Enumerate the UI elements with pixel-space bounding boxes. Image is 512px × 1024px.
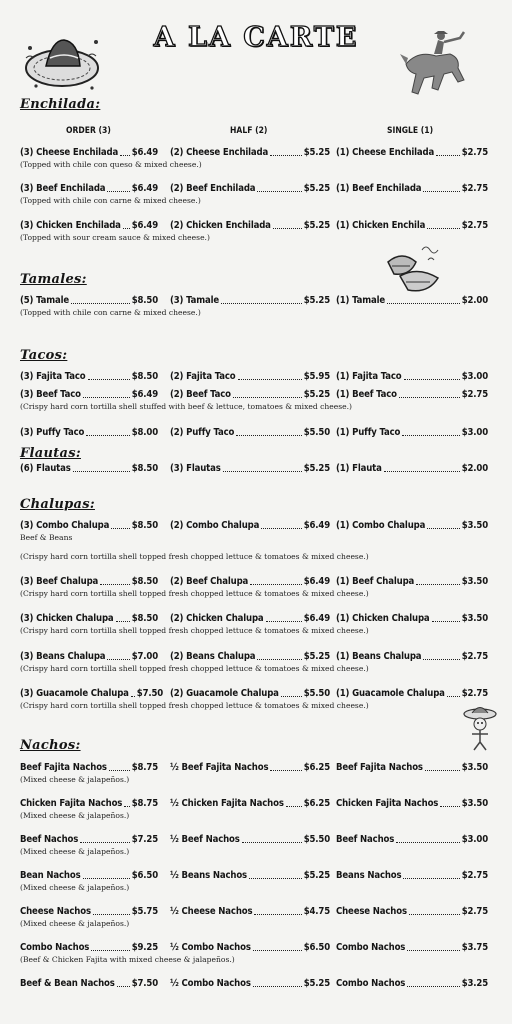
menu-item [170,906,330,917]
menu-item [336,834,488,845]
menu-item [336,870,488,881]
dot-leader [270,155,302,156]
item-price: $6.49 [131,147,158,158]
item-name: (3) Chicken Enchilada [20,220,121,231]
item-name: ½ Beans Nachos [170,870,247,881]
item-name: (1) Beans Chalupa [336,651,422,662]
item-name: Beef Fajita Nachos [336,762,423,773]
item-price: $5.25 [303,978,330,989]
dot-leader [109,770,130,771]
dot-leader [107,659,129,660]
dot-leader [409,914,460,915]
menu-item [170,220,330,231]
menu-item [336,798,488,809]
menu-item [20,834,158,845]
item-price: $6.49 [131,389,158,400]
item-price: $6.50 [303,942,330,953]
menu-row [0,942,512,954]
dot-leader [100,584,130,585]
item-name: (1) Beef Enchilada [336,183,422,194]
item-description: (Crispy hard corn tortilla shell topped fresh chopped lettuce & tomatoes & mixed cheese.) [20,589,369,598]
item-price: $3.50 [461,613,488,624]
menu-row [0,147,512,159]
item-name: ½ Combo Nachos [170,978,251,989]
menu-item [20,463,158,474]
menu-item [336,613,488,624]
menu-item [170,978,330,989]
item-price: $5.50 [303,427,330,438]
menu-item [336,389,488,400]
item-description: Beef & Beans [20,533,73,542]
menu-item [170,834,330,845]
item-name: (2) Beef Enchilada [170,183,256,194]
menu-row [0,688,512,700]
menu-row [0,834,512,846]
menu-item [336,147,488,158]
menu-row [0,576,512,588]
item-name: Bean Nachos [20,870,81,881]
section-heading-tacos: Tacos: [20,348,68,363]
menu-item [20,147,158,158]
item-name: (2) Fajita Taco [170,371,236,382]
dot-leader [83,878,130,879]
dot-leader [396,842,460,843]
dot-leader [425,770,460,771]
menu-item [170,651,330,662]
item-description: (Mixed cheese & jalapeños.) [20,811,130,820]
column-header-order: ORDER (3) [66,126,111,136]
item-price: $4.75 [303,906,330,917]
item-price: $6.49 [131,220,158,231]
item-description: (Mixed cheese & jalapeños.) [20,919,130,928]
item-name: Cheese Nachos [336,906,407,917]
dot-leader [88,379,130,380]
menu-item [20,798,158,809]
menu-item [170,942,330,953]
dot-leader [270,770,301,771]
item-price: $2.75 [461,220,488,231]
menu-item [336,371,488,382]
item-price: $3.25 [461,978,488,989]
item-price: $2.00 [461,463,488,474]
item-price: $8.00 [131,427,158,438]
item-name: (3) Flautas [170,463,221,474]
item-description: (Topped with sour cream sauce & mixed cheese.) [20,233,210,242]
item-price: $6.49 [131,183,158,194]
dot-leader [120,155,130,156]
item-price: $7.00 [131,651,158,662]
dot-leader [281,696,302,697]
dot-leader [261,528,301,529]
dot-leader [404,379,460,380]
item-price: $7.25 [131,834,158,845]
dot-leader [242,842,302,843]
dot-leader [432,621,460,622]
dot-leader [427,528,459,529]
item-name: (2) Beef Taco [170,389,231,400]
item-name: (1) Fajita Taco [336,371,402,382]
item-name: (1) Cheese Enchilada [336,147,435,158]
item-price: $3.00 [461,834,488,845]
menu-item [20,520,158,531]
item-description: (Crispy hard corn tortilla shell stuffed with beef & lettuce, tomatoes & mixed cheese.) [20,402,353,411]
item-name: Beef Nachos [20,834,79,845]
item-price: $6.50 [131,870,158,881]
dot-leader [257,191,301,192]
tamales-icon [382,240,448,300]
item-price: $5.25 [303,651,330,662]
dot-leader [407,950,459,951]
dot-leader [123,228,130,229]
item-price: $8.50 [131,520,158,531]
item-name: (5) Tamale [20,295,70,306]
menu-row [0,870,512,882]
menu-item [336,906,488,917]
menu-row [0,520,512,532]
item-name: (3) Puffy Taco [20,427,85,438]
dot-leader [250,584,302,585]
item-name: (3) Beef Enchilada [20,183,106,194]
item-price: $7.50 [136,688,164,699]
menu-item [336,978,488,989]
item-price: $6.25 [303,762,330,773]
dot-leader [266,621,302,622]
item-name: (2) Cheese Enchilada [170,147,269,158]
menu-item [170,463,330,474]
item-description: (Topped with chile con queso & mixed cheese.) [20,160,202,169]
item-price: $3.50 [461,762,488,773]
dot-leader [399,397,460,398]
item-description: (Crispy hard corn tortilla shell topped fresh chopped lettuce & tomatoes & mixed cheese.) [20,626,369,635]
menu-item [170,870,330,881]
item-description: (Crispy hard corn tortilla shell topped fresh chopped lettuce & tomatoes & mixed cheese.) [20,552,369,561]
item-name: (3) Chicken Chalupa [20,613,114,624]
dot-leader [407,986,459,987]
menu-item [20,295,158,306]
item-name: (2) Beef Chalupa [170,576,249,587]
item-name: Beans Nachos [336,870,402,881]
section-heading-nachos: Nachos: [20,738,81,753]
item-name: Combo Nachos [336,978,406,989]
item-name: (3) Tamale [170,295,220,306]
item-name: (3) Combo Chalupa [20,520,110,531]
item-price: $5.25 [303,389,330,400]
dot-leader [253,986,302,987]
dot-leader [223,471,302,472]
dot-leader [257,659,301,660]
item-description: (Mixed cheese & jalapeños.) [20,775,130,784]
menu-item [20,220,158,231]
item-price: $6.49 [303,576,330,587]
menu-item [336,688,488,699]
menu-item [170,576,330,587]
dot-leader [447,696,460,697]
dot-leader [423,659,459,660]
item-price: $5.25 [303,183,330,194]
menu-item [170,371,330,382]
dot-leader [93,914,130,915]
item-name: (2) Guacamole Chalupa [170,688,279,699]
item-price: $2.75 [461,147,488,158]
item-name: (2) Puffy Taco [170,427,235,438]
item-description: (Crispy hard corn tortilla shell topped fresh chopped lettuce & tomatoes & mixed cheese.) [20,701,369,710]
item-price: $8.50 [131,613,158,624]
dot-leader [117,986,130,987]
item-price: $5.50 [303,688,330,699]
item-name: Chicken Fajita Nachos [20,798,123,809]
section-heading-flautas: Flautas: [20,446,81,461]
item-name: (3) Cheese Enchilada [20,147,119,158]
menu-item [170,762,330,773]
item-price: $8.50 [131,463,158,474]
menu-row [0,978,512,990]
item-name: Cheese Nachos [20,906,91,917]
section-heading-tamales: Tamales: [20,272,87,287]
dot-leader [253,950,302,951]
dot-leader [416,584,460,585]
dot-leader [402,435,459,436]
item-name: ½ Cheese Nachos [170,906,253,917]
menu-row [0,762,512,774]
dot-leader [221,303,302,304]
dot-leader [80,842,130,843]
sombrero-icon [22,28,106,94]
menu-row [0,427,512,439]
item-name: (2) Beans Chalupa [170,651,256,662]
menu-item [336,295,488,306]
item-price: $2.75 [461,183,488,194]
column-header-single: SINGLE (1) [387,126,434,136]
item-price: $5.25 [303,463,330,474]
menu-item [336,651,488,662]
item-price: $9.25 [131,942,158,953]
item-name: (1) Chicken Enchila [336,220,426,231]
menu-item [20,651,158,662]
menu-item [20,576,158,587]
dot-leader [286,806,302,807]
item-name: (2) Chicken Enchilada [170,220,271,231]
item-description: (Topped with chile con carne & mixed cheese.) [20,308,201,317]
item-name: Beef Fajita Nachos [20,762,107,773]
sombrero-skeleton-icon [462,704,498,752]
menu-item [20,183,158,194]
item-price: $2.75 [461,906,488,917]
menu-row [0,798,512,810]
column-header-half: HALF (2) [230,126,268,136]
menu-item [336,183,488,194]
menu-item [20,427,158,438]
dot-leader [236,435,301,436]
item-name: Combo Nachos [336,942,406,953]
menu-item [20,389,158,400]
item-price: $2.75 [461,870,488,881]
item-price: $5.25 [303,295,330,306]
dot-leader [403,878,459,879]
dot-leader [91,950,129,951]
item-price: $3.75 [461,942,488,953]
item-name: (6) Flautas [20,463,71,474]
menu-item [20,870,158,881]
section-heading-enchilada: Enchilada: [20,97,101,112]
menu-item [170,183,330,194]
dot-leader [249,878,302,879]
item-name: ½ Beef Nachos [170,834,240,845]
item-name: (3) Beef Taco [20,389,81,400]
item-name: (3) Fajita Taco [20,371,86,382]
item-price: $8.50 [131,295,158,306]
menu-item [336,762,488,773]
item-description: (Topped with chile con carne & mixed cheese.) [20,196,201,205]
item-name: (1) Beef Chalupa [336,576,415,587]
dot-leader [427,228,459,229]
menu-row [0,371,512,383]
menu-item [170,427,330,438]
item-name: ½ Beef Fajita Nachos [170,762,269,773]
item-description: (Beef & Chicken Fajita with mixed cheese & jalapeños.) [20,955,235,964]
item-name: (1) Chicken Chalupa [336,613,430,624]
page-title: A LA CARTE [153,22,359,53]
item-price: $5.50 [303,834,330,845]
menu-row [0,183,512,195]
item-name: ½ Combo Nachos [170,942,251,953]
menu-item [20,688,164,699]
dot-leader [83,397,130,398]
item-price: $5.25 [303,870,330,881]
item-price: $8.50 [131,371,158,382]
item-name: (3) Guacamole Chalupa [20,688,129,699]
item-price: $5.25 [303,147,330,158]
dot-leader [116,621,130,622]
menu-row [0,906,512,918]
item-price: $5.25 [303,220,330,231]
item-name: (1) Flauta [336,463,382,474]
menu-item [20,942,158,953]
menu-row [0,651,512,663]
item-price: $8.50 [131,576,158,587]
menu-item [336,576,488,587]
menu-row [0,220,512,232]
menu-item [336,220,488,231]
item-description: (Mixed cheese & jalapeños.) [20,847,130,856]
menu-row [0,463,512,475]
menu-item [170,613,330,624]
menu-item [170,520,330,531]
item-price: $3.50 [461,576,488,587]
item-price: $5.75 [131,906,158,917]
item-price: $7.50 [131,978,158,989]
dot-leader [107,191,129,192]
menu-row [0,389,512,401]
menu-item [336,463,488,474]
item-name: Chicken Fajita Nachos [336,798,439,809]
item-price: $2.75 [461,651,488,662]
dot-leader [440,806,459,807]
dot-leader [86,435,129,436]
dot-leader [131,696,135,697]
item-price: $2.75 [461,688,488,699]
dot-leader [384,471,460,472]
item-price: $6.49 [303,613,330,624]
menu-row [0,613,512,625]
menu-row [0,295,512,307]
menu-item [170,688,330,699]
item-price: $3.50 [461,520,488,531]
dot-leader [387,303,460,304]
menu-item [20,613,158,624]
menu-item [20,762,158,773]
menu-item [170,798,330,809]
dot-leader [238,379,302,380]
menu-item [20,978,158,989]
dot-leader [436,155,460,156]
item-price: $8.75 [131,762,158,773]
menu-item [336,427,488,438]
menu-item [336,942,488,953]
menu-item [170,147,330,158]
item-price: $6.49 [303,520,330,531]
item-price: $3.50 [461,798,488,809]
menu-item [170,295,330,306]
item-description: (Crispy hard corn tortilla shell topped fresh chopped lettuce & tomatoes & mixed cheese.) [20,664,369,673]
item-price: $2.00 [461,295,488,306]
dot-leader [73,471,130,472]
item-name: (3) Beef Chalupa [20,576,99,587]
item-name: ½ Chicken Fajita Nachos [170,798,284,809]
item-description: (Mixed cheese & jalapeños.) [20,883,130,892]
item-name: Beef & Bean Nachos [20,978,115,989]
dot-leader [254,914,301,915]
item-name: (1) Combo Chalupa [336,520,426,531]
item-price: $3.00 [461,427,488,438]
section-heading-chalupas: Chalupas: [20,497,95,512]
item-name: (1) Puffy Taco [336,427,401,438]
item-name: (2) Combo Chalupa [170,520,260,531]
item-price: $3.00 [461,371,488,382]
item-name: (2) Chicken Chalupa [170,613,264,624]
dot-leader [233,397,302,398]
item-name: (1) Tamale [336,295,386,306]
item-name: Beef Nachos [336,834,395,845]
item-name: (1) Guacamole Chalupa [336,688,445,699]
item-price: $5.95 [303,371,330,382]
item-price: $6.25 [303,798,330,809]
dot-leader [273,228,302,229]
menu-item [336,520,488,531]
menu-item [170,389,330,400]
dot-leader [124,806,129,807]
menu-item [20,906,158,917]
menu-item [20,371,158,382]
item-price: $8.75 [131,798,158,809]
dot-leader [111,528,129,529]
dot-leader [71,303,130,304]
item-price: $2.75 [461,389,488,400]
item-name: (1) Beef Taco [336,389,397,400]
item-name: Combo Nachos [20,942,90,953]
dot-leader [423,191,459,192]
item-name: (3) Beans Chalupa [20,651,106,662]
